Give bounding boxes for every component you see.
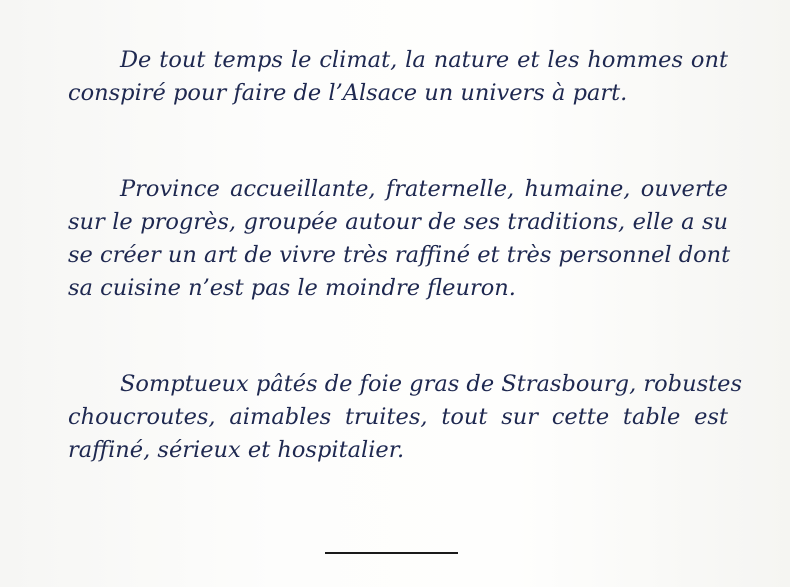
paragraph-line: sur le progrès, groupée autour de ses traditions, elle a su: [68, 209, 728, 235]
paragraph-line: Province accueillante, fraternelle, humaine, ouverte: [120, 176, 728, 202]
paragraph-line: se créer un art de vivre très raffiné et très personnel dont: [68, 242, 731, 268]
paragraph-line: choucroutes, aimables truites, tout sur cette table est: [68, 404, 728, 430]
section-divider-rule: [325, 552, 458, 554]
paragraph-line: raffiné, sérieux et hospitalier.: [68, 437, 405, 463]
paragraph-line: sa cuisine n’est pas le moindre fleuron.: [68, 275, 516, 301]
paragraph-cuisine: [68, 368, 743, 467]
paragraph-alsace-climate: [68, 44, 728, 110]
paragraph-province: [68, 173, 731, 305]
paragraph-line: De tout temps le climat, la nature et les hommes ont: [120, 47, 728, 73]
paragraph-line: Somptueux pâtés de foie gras de Strasbourg, robustes: [120, 371, 743, 397]
paragraph-line: conspiré pour faire de l’Alsace un univers à part.: [68, 80, 628, 106]
